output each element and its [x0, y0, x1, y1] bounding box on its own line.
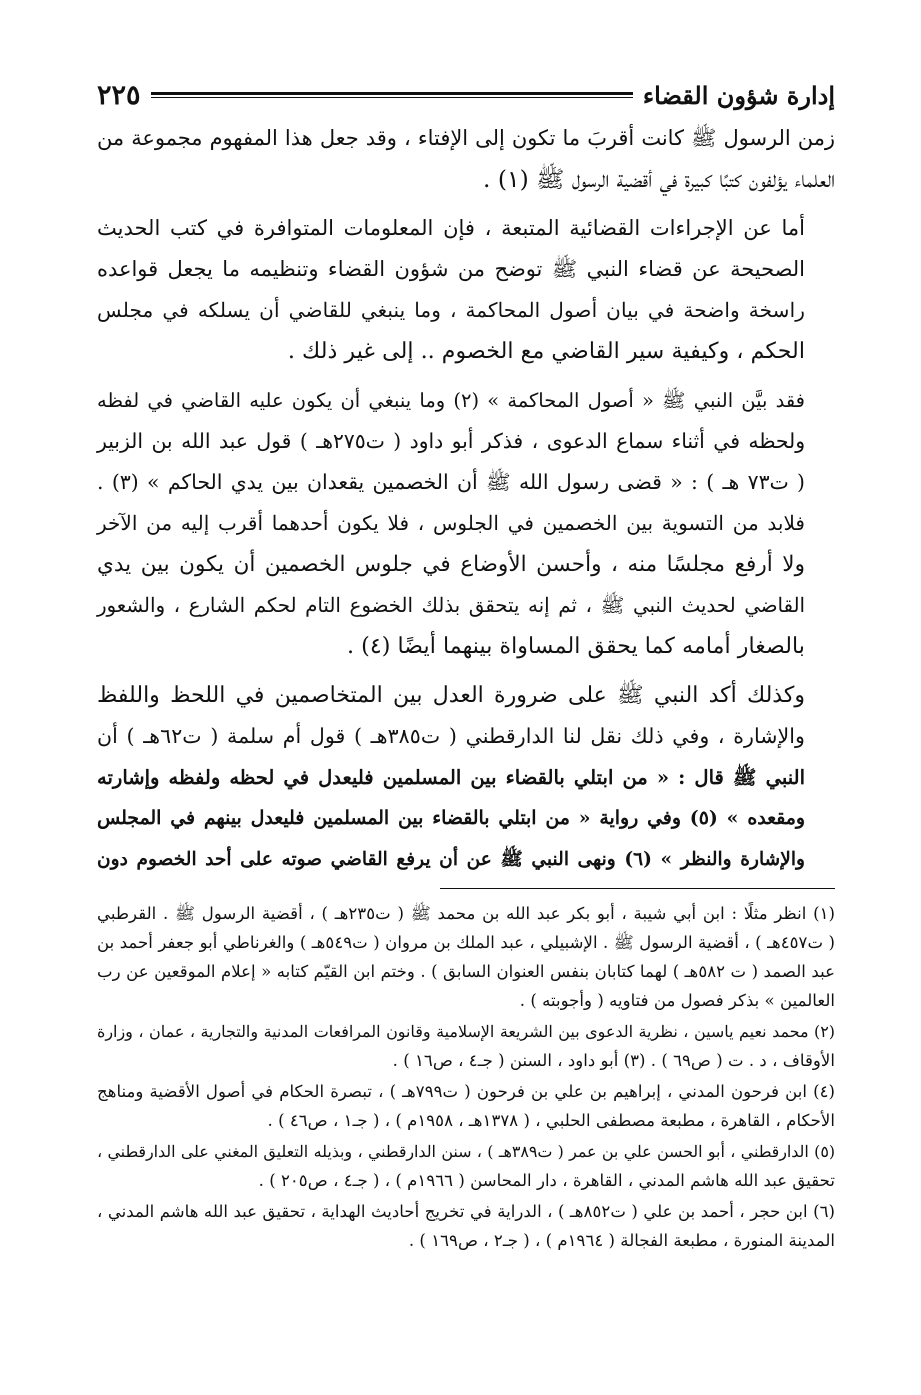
footnotes	[97, 899, 835, 1255]
text-line: فلابد من التسوية بين الخصمين في الجلوس ، فلا يكون أحدهما أقرب إليه من الآخر	[97, 511, 805, 535]
text-line: والإشارة والنظر » (٦) ونهى النبي ﷺ عن أن يرفع القاضي صوته على أحد الخصوم دون	[97, 849, 805, 870]
footnote-line: الأوقاف ، د . ت ( ص٦٩ ) . (٣) أبو داود ، السنن ( جـ٤ ، ص١٦ ) .	[392, 1051, 835, 1070]
text-line: ولحظه في أثناء سماع الدعوى ، فذكر أبو داود ( ت٢٧٥هـ ) قول عبد الله بن الزبير	[97, 429, 805, 453]
text-line: فقد بيَّن النبي ﷺ « أصول المحاكمة » (٢) وما ينبغي أن يكون عليه القاضي في لفظه	[97, 389, 805, 412]
footnote-line: (١) انظر مثلًا : ابن أبي شيبة ، أبو بكر عبد الله بن محمد ﷺ ( ت٢٣٥هـ ) ، أقضية الرسول ﷺ . القرطبي	[97, 904, 835, 923]
footnote-line: (٢) محمد نعيم ياسين ، نظرية الدعوى بين الشريعة الإسلامية وقانون المرافعات المدنية والتجارية ، عمان ، وزارة	[97, 1022, 835, 1041]
paragraph-1	[97, 118, 835, 200]
page-header	[97, 78, 835, 112]
main-text	[97, 118, 835, 880]
text-line: زمن الرسول ﷺ كانت أقربَ ما تكون إلى الإفتاء ، وقد جعل هذا المفهوم مجموعة من	[97, 126, 835, 150]
running-title: إدارة شؤون القضاء	[642, 80, 835, 110]
paragraph-2	[97, 208, 835, 372]
text-line: العلماء يؤلفون كتبًا كبيرة في أقضية الرسول ﷺ (١) .	[483, 165, 835, 193]
header-rule	[151, 92, 633, 98]
text-line: ولا أرفع مجلسًا منه ، وأحسن الأوضاع في جلوس الخصمين أن يكون بين يدي	[97, 552, 805, 577]
text-line: الحكم ، وكيفية سير القاضي مع الخصوم .. إلى غير ذلك .	[287, 338, 805, 364]
footnote-separator	[440, 888, 835, 889]
text-line: ومقعده » (٥) وفي رواية « من ابتلي بالقضاء بين المسلمين فليعدل بينهم في المجلس	[97, 807, 806, 829]
text-line: بالصغار أمامه كما يحقق المساواة بينهما أيضًا (٤) .	[347, 633, 805, 659]
footnote-line: عبد الصمد ( ت ٥٨٢هـ ) لهما كتابان بنفس العنوان السابق ) . وختم ابن القيّم كتابه « إعلام الموقعين عن رب	[97, 962, 835, 981]
footnote-1	[97, 899, 835, 1015]
text-line: أما عن الإجراءات القضائية المتبعة ، فإن المعلومات المتوافرة في كتب الحديث	[97, 216, 805, 240]
book-page	[97, 78, 835, 1257]
text-line: وكذلك أكد النبي ﷺ على ضرورة العدل بين المتخاصمين في اللحظ واللفظ	[97, 683, 805, 708]
footnote-line: تحقيق عبد الله هاشم المدني ، القاهرة ، دار المحاسن ( ١٩٦٦م ) ، ( جـ٤ ، ص٢٠٥ ) .	[258, 1171, 835, 1190]
text-line: الصحيحة عن قضاء النبي ﷺ توضح من شؤون القضاء وتنظيمه ما يجعل قواعده	[97, 257, 805, 281]
footnote-line: الأحكام ، القاهرة ، مطبعة مصطفى الحلبي ، ( ١٣٧٨هـ ، ١٩٥٨م ) ، ( جـ١ ، ص٤٦ ) .	[267, 1111, 835, 1130]
footnote-line: العالمين » بذكر فصول من فتاويه ( وأجوبته ) .	[519, 991, 835, 1010]
footnote-line: (٥) الدارقطني ، أبو الحسن علي بن عمر ( ت٣٨٩هـ ) ، سنن الدارقطني ، وبذيله التعليق المغني على الدارقطني ،	[97, 1142, 835, 1161]
paragraph-4	[97, 675, 835, 880]
text-line: والإشارة ، وفي ذلك نقل لنا الدارقطني ( ت٣٨٥هـ ) قول أم سلمة ( ت٦٢هـ ) أن	[97, 724, 805, 748]
paragraph-3	[97, 380, 835, 667]
text-line: راسخة واضحة في بيان أصول المحاكمة ، وما ينبغي للقاضي أن يسلكه في مجلس	[97, 298, 805, 322]
footnote-2-3	[97, 1017, 835, 1075]
footnote-6	[97, 1197, 835, 1255]
footnote-line: ( ت٤٥٧هـ ) ، أقضية الرسول ﷺ . الإشبيلي ، عبد الملك بن مروان ( ت٥٤٩هـ ) والغرناطي أبو جعفر أحمد بن	[97, 933, 836, 952]
text-line: النبي ﷺ قال : « من ابتلي بالقضاء بين المسلمين فليعدل في لحظه ولفظه وإشارته	[97, 766, 805, 789]
footnote-line: المدينة المنورة ، مطبعة الفجالة ( ١٩٦٤م ) ، ( جـ٢ ، ص١٦٩ ) .	[408, 1231, 835, 1250]
footnote-5	[97, 1137, 835, 1195]
text-line: ( ت٧٣ هـ ) : « قضى رسول الله ﷺ أن الخصمين يقعدان بين يدي الحاكم » (٣) .	[97, 470, 806, 494]
text-line: القاضي لحديث النبي ﷺ ، ثم إنه يتحقق بذلك الخضوع التام لحكم الشارع ، والشعور	[97, 594, 805, 617]
page-number: ٢٢٥	[97, 79, 141, 111]
footnote-line: (٤) ابن فرحون المدني ، إبراهيم بن علي بن فرحون ( ت٧٩٩هـ ) ، تبصرة الحكام في أصول الأقضية ومناهج	[97, 1082, 835, 1101]
footnote-line: (٦) ابن حجر ، أحمد بن علي ( ت٨٥٢هـ ) ، الدراية في تخريج أحاديث الهداية ، تحقيق عبد الله هاشم المدني ،	[97, 1202, 835, 1221]
footnote-4	[97, 1077, 835, 1135]
